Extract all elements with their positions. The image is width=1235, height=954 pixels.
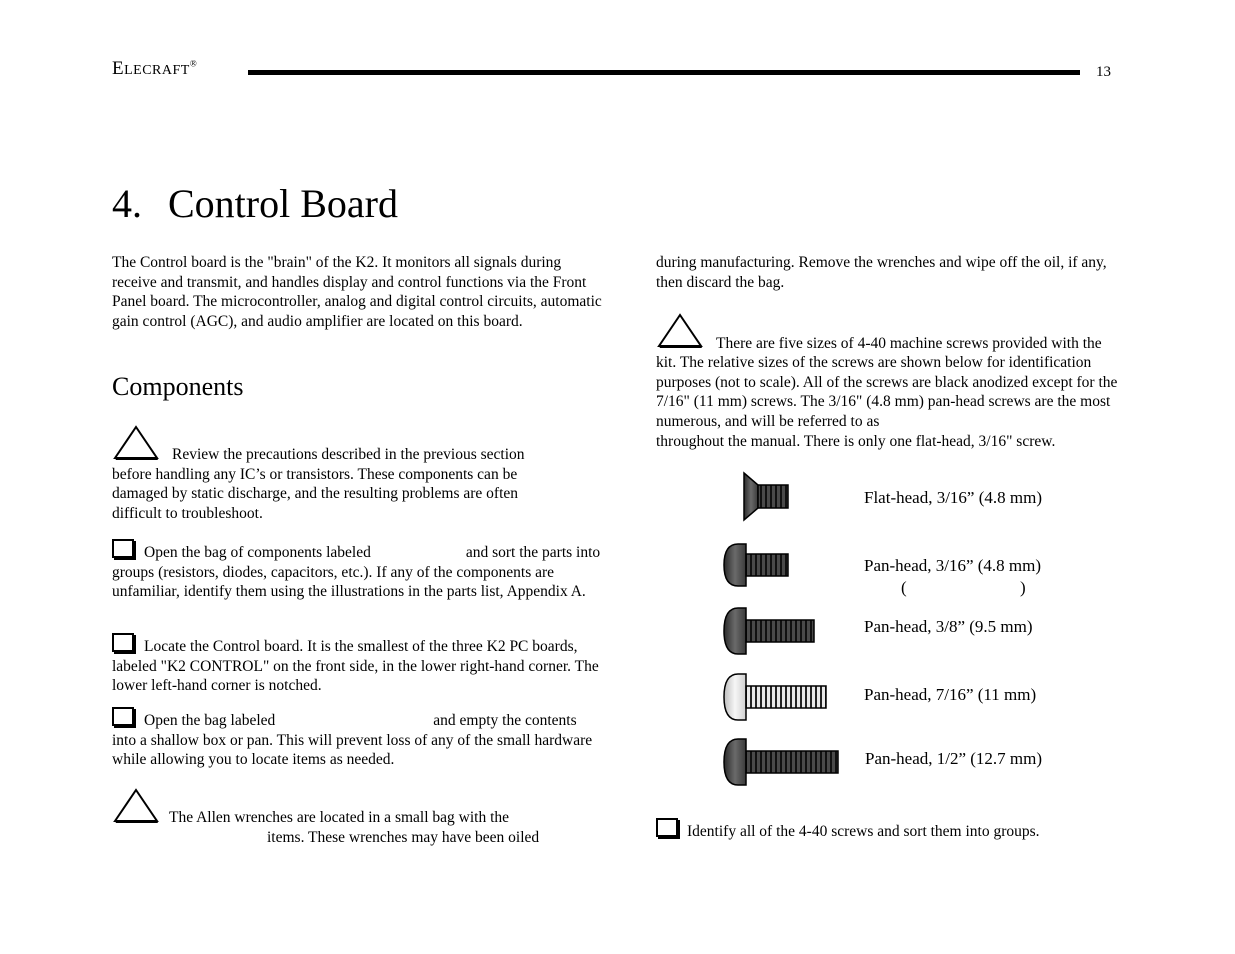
pan-head-screw-1-2 xyxy=(724,739,838,785)
pan-head-screw-3-16 xyxy=(724,544,788,586)
chapter-title: 4. Control Board xyxy=(112,181,398,226)
warning-icon xyxy=(656,312,704,349)
warning-allen-wrenches-line2: items. These wrenches may have been oiled xyxy=(267,829,540,846)
paren-close: ) xyxy=(1020,578,1026,597)
page-number: 13 xyxy=(1096,64,1111,80)
brand-name: ELECRAFT® xyxy=(112,58,198,79)
screw-illustrations xyxy=(720,468,850,793)
screw-label-pan-3-8: Pan-head, 3/8” (9.5 mm) xyxy=(864,617,1033,636)
screw-label-pan-1-2: Pan-head, 1/2” (12.7 mm) xyxy=(865,749,1043,768)
pan-head-screw-3-8 xyxy=(724,608,814,654)
step-identify-screws: Identify all of the 4-40 screws and sort them into groups. xyxy=(656,818,1146,842)
screw-label-flat-3-16: Flat-head, 3/16” (4.8 mm) xyxy=(864,488,1042,507)
header-rule xyxy=(248,70,1080,75)
step-checkbox[interactable] xyxy=(112,539,134,558)
continued-paragraph: during manufacturing. Remove the wrenches and wipe off the oil, if any, then discard the bag. xyxy=(656,254,1107,291)
step-checkbox[interactable] xyxy=(656,818,678,837)
screw-label-pan-3-16: Pan-head, 3/16” (4.8 mm) xyxy=(864,556,1042,575)
warning-screw-sizes-body: kit. The relative sizes of the screws are shown below for identification purposes (not to scale). All of the screws are black anodized except for the 7/16" (11 mm) screws. The 3/16" (4.8 mm) pan-head screws are the most numerous, and will be referred to as xyxy=(656,354,1118,431)
step-sort-components: Open the bag of components labeled and sort the parts into groups (resistors, diodes, capacitors, etc.). If any of the components are unfamiliar, identify them using the illustrations in the parts list, Appendix A. xyxy=(112,539,602,602)
section-heading: Components xyxy=(112,372,244,401)
warning-allen-wrenches-line1: The Allen wrenches are located in a small bag with the xyxy=(169,809,510,826)
intro-paragraph: The Control board is the "brain" of the K2. It monitors all signals during receive and transmit, and handles display and control functions via the Front Panel board. The microcontroller, analog and digital control circuits, automatic gain control (AGC), and audio amplifier are located on this board. xyxy=(112,254,602,331)
warning-screw-sizes-last: throughout the manual. There is only one flat-head, 3/16" screw. xyxy=(656,433,1056,450)
step-checkbox[interactable] xyxy=(112,707,134,726)
warning-icon xyxy=(112,787,160,824)
paren-open: ( xyxy=(901,578,907,597)
warning-static-precautions: Review the precautions described in the previous section before handling any IC’s or transistors. These components can be damaged by static discharge, and the resulting problems are often difficult to troubleshoot. xyxy=(112,446,525,523)
step-checkbox[interactable] xyxy=(112,633,134,652)
warning-screw-sizes-line1: There are five sizes of 4-40 machine screws provided with the xyxy=(716,335,1102,352)
screw-label-pan-7-16: Pan-head, 7/16” (11 mm) xyxy=(864,685,1037,704)
step-open-bag: Open the bag labeled and empty the contents into a shallow box or pan. This will prevent loss of any of the small hardware while allowing you to locate items as needed. xyxy=(112,707,602,770)
step-locate-board: Locate the Control board. It is the smallest of the three K2 PC boards, labeled "K2 CONTROL" on the front side, in the lower right-hand corner. The lower left-hand corner is notched. xyxy=(112,633,602,696)
pan-head-screw-7-16 xyxy=(724,674,826,720)
flat-head-screw-3-16 xyxy=(744,473,788,520)
